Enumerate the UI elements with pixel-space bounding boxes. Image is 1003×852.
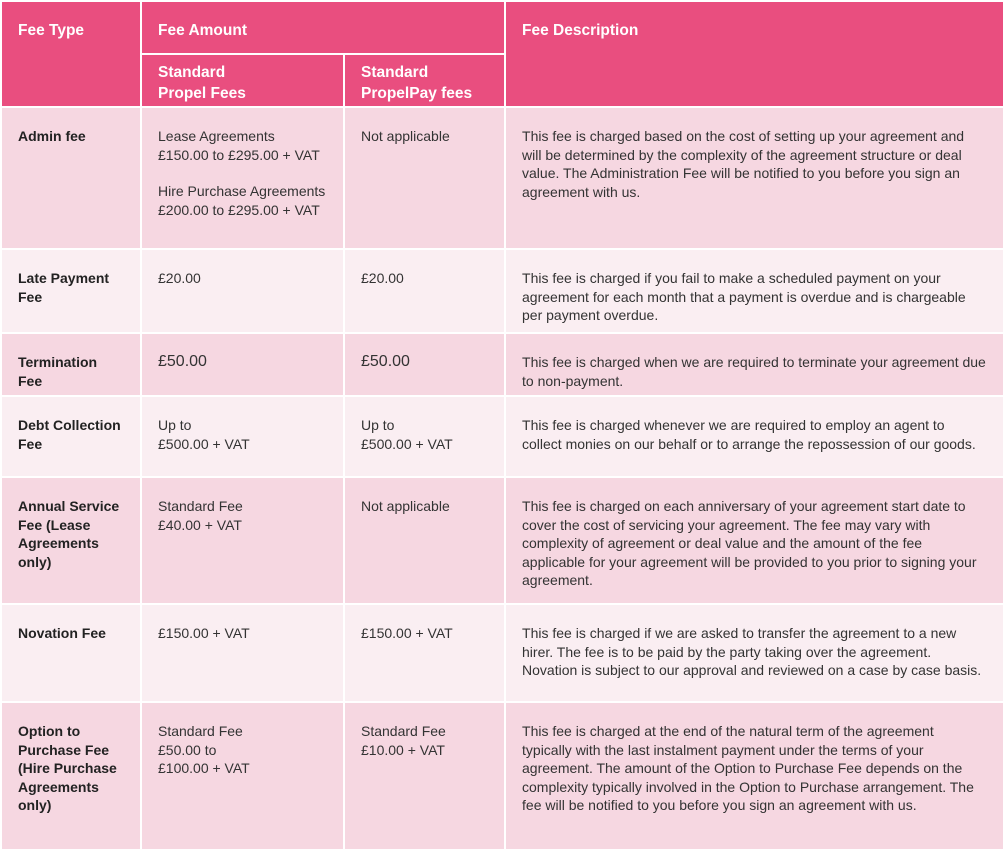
table-row — [1, 333, 1003, 396]
header-fee-type: Fee Type — [1, 1, 141, 107]
table-row — [1, 249, 1003, 333]
fee-description-cell: This fee is charged on each anniversary of your agreement start date to cover the cost of servicing your agreement. The fee may vary with complexity of agreement or deal value and the amount of the fee applicable for your agreement will be provided to you prior to signing your agreement. — [505, 477, 1003, 604]
fee-type-cell: Debt Collection Fee — [1, 396, 141, 477]
fee-description-cell: This fee is charged if you fail to make a scheduled payment on your agreement for each month that a payment is overdue and is chargeable per payment overdue. — [505, 249, 1003, 333]
propelpay-fee-cell: £20.00 — [344, 249, 505, 333]
fee-description-cell: This fee is charged when we are required to terminate your agreement due to non-payment. — [505, 333, 1003, 396]
propelpay-fee-cell: £150.00 + VAT — [344, 604, 505, 702]
standard-fee-cell: £20.00 — [141, 249, 344, 333]
header-standard-propel-fees: Standard Propel Fees — [141, 54, 344, 107]
standard-fee-cell: Up to £500.00 + VAT — [141, 396, 344, 477]
standard-fee-cell: Standard Fee £40.00 + VAT — [141, 477, 344, 604]
standard-fee-cell: Lease Agreements £150.00 to £295.00 + VAT Hire Purchase Agreements £200.00 to £295.00 + VAT — [141, 107, 344, 249]
fee-type-cell: Late Payment Fee — [1, 249, 141, 333]
header-standard-propelpay-fees: Standard PropelPay fees — [344, 54, 505, 107]
table-header — [1, 1, 1003, 107]
standard-fee-cell: £150.00 + VAT — [141, 604, 344, 702]
propelpay-fee-cell: £50.00 — [344, 333, 505, 396]
fee-type-cell: Novation Fee — [1, 604, 141, 702]
table-row — [1, 604, 1003, 702]
fee-type-cell: Option to Purchase Fee (Hire Purchase Agreements only) — [1, 702, 141, 850]
table-row — [1, 107, 1003, 249]
fee-description-cell: This fee is charged based on the cost of setting up your agreement and will be determined by the complexity of the agreement structure or deal value. The Administration Fee will be notified to you before you sign an agreement with us. — [505, 107, 1003, 249]
propelpay-fee-cell: Up to £500.00 + VAT — [344, 396, 505, 477]
table-row — [1, 477, 1003, 604]
fee-description-cell: This fee is charged at the end of the natural term of the agreement typically with the last instalment payment under the terms of your agreement. The amount of the Option to Purchase Fee depends on the complexity typically involved in the Option to Purchase arrangement. The fee will be notified to you before you sign an agreement with us. — [505, 702, 1003, 850]
table-row — [1, 702, 1003, 850]
fee-type-cell: Admin fee — [1, 107, 141, 249]
fee-type-cell: Termination Fee — [1, 333, 141, 396]
propelpay-fee-cell: Not applicable — [344, 107, 505, 249]
standard-fee-cell: Standard Fee £50.00 to £100.00 + VAT — [141, 702, 344, 850]
fee-description-cell: This fee is charged if we are asked to transfer the agreement to a new hirer. The fee is to be paid by the party taking over the agreement. Novation is subject to our approval and reviewed on a case by case basis. — [505, 604, 1003, 702]
table-row — [1, 396, 1003, 477]
propelpay-fee-cell: Not applicable — [344, 477, 505, 604]
fee-type-cell: Annual Service Fee (Lease Agreements only) — [1, 477, 141, 604]
standard-fee-cell: £50.00 — [141, 333, 344, 396]
header-fee-description: Fee Description — [505, 1, 1003, 107]
header-fee-amount: Fee Amount — [141, 1, 505, 54]
fee-description-cell: This fee is charged whenever we are required to employ an agent to collect monies on our behalf or to arrange the repossession of our goods. — [505, 396, 1003, 477]
propelpay-fee-cell: Standard Fee £10.00 + VAT — [344, 702, 505, 850]
